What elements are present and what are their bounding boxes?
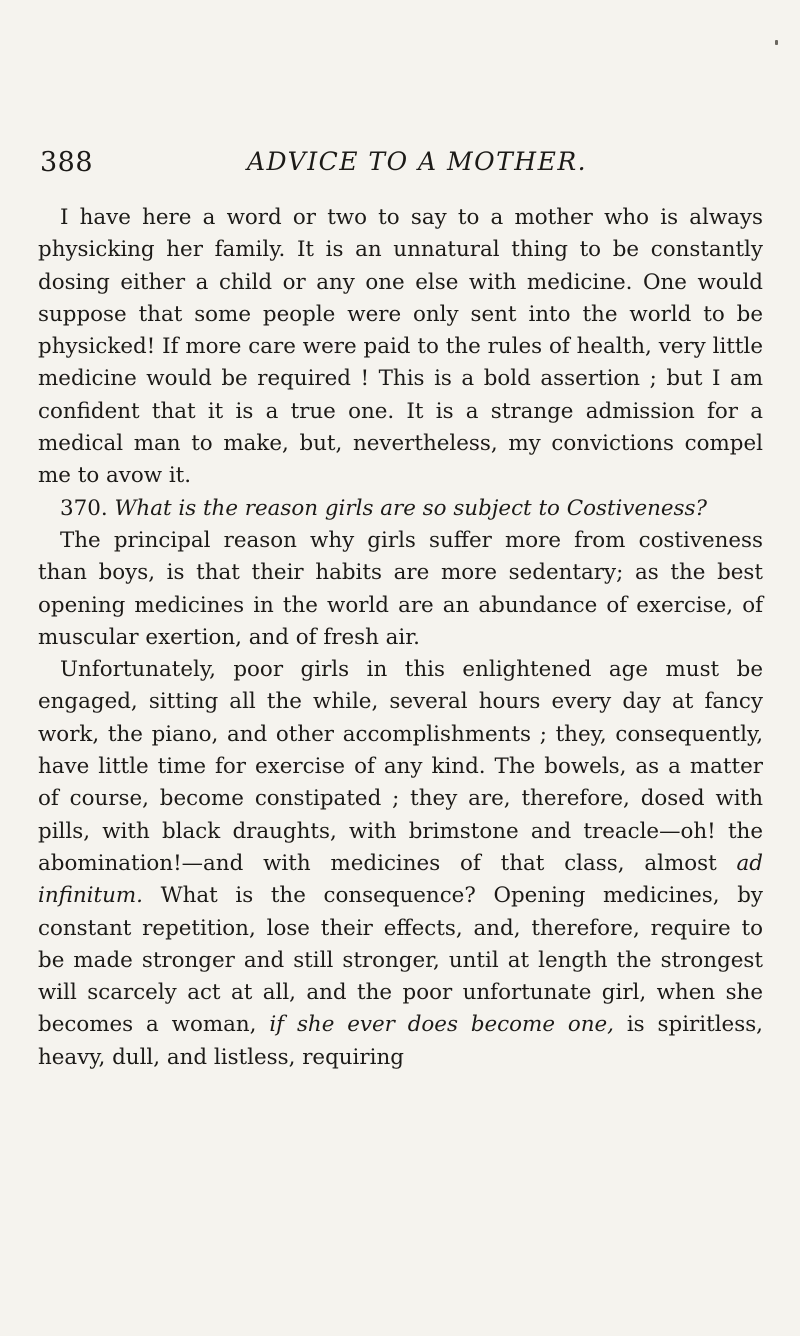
question-370 bbox=[38, 493, 763, 525]
page-number: 388 bbox=[40, 147, 94, 178]
paragraph-text: Unfortunately, poor girls in this enlightened age must be engaged, sitting all the while, several hours every day at fancy work, the piano, and other accomplishments ; they, consequently, have little time for exercise of any kind. The bowels, as a matter of course, become constipated ; they are, therefore, dosed with pills, with black draughts, with brimstone and treacle—oh! the abomination!—and with medicines of that class, almost bbox=[38, 657, 763, 876]
paragraph-unfortunately bbox=[38, 654, 763, 1074]
paragraph-principal-reason bbox=[38, 525, 763, 654]
running-head bbox=[40, 147, 760, 187]
paragraph-physicking bbox=[38, 202, 763, 493]
italic-phrase: if she ever does become one, bbox=[269, 1012, 614, 1038]
body-text bbox=[38, 202, 763, 1074]
print-speck bbox=[775, 40, 778, 45]
paragraph-text: I have here a word or two to say to a mother who is always physicking her family. It is an unnatural thing to be constantly dosing either a child or any one else with medicine. One would suppose that some people were only sent into the world to be physicked! If more care were paid to the rules of health, very little medicine would be required ! This is a bold assertion ; but I am confident that it is a true one. It is a strange admission for a medical man to make, but, nevertheless, my convictions compel me to avow it. bbox=[38, 205, 763, 489]
paragraph-text: What is the consequence? Opening medicines, by constant repetition, lose their effects, and, therefore, require to be made stronger and still stronger, until at length the strongest will scarcely act at all, and the poor unfortunate girl, when she becomes a woman, bbox=[38, 883, 763, 1038]
paragraph-text: is spiritless, heavy, dull, and listless, requiring bbox=[38, 1012, 763, 1070]
italic-phrase: ad infinitum. bbox=[38, 850, 763, 909]
paragraph-text: The principal reason why girls suffer more from costiveness than boys, is that their habits are more sedentary; as the best opening medicines in the world are an abundance of exercise, of muscular exertion, and of fresh air. bbox=[38, 527, 763, 650]
running-title: ADVICE TO A MOTHER. bbox=[247, 147, 588, 176]
question-number: 370. bbox=[60, 495, 115, 521]
question-text: What is the reason girls are so subject to Costiveness? bbox=[114, 495, 707, 521]
